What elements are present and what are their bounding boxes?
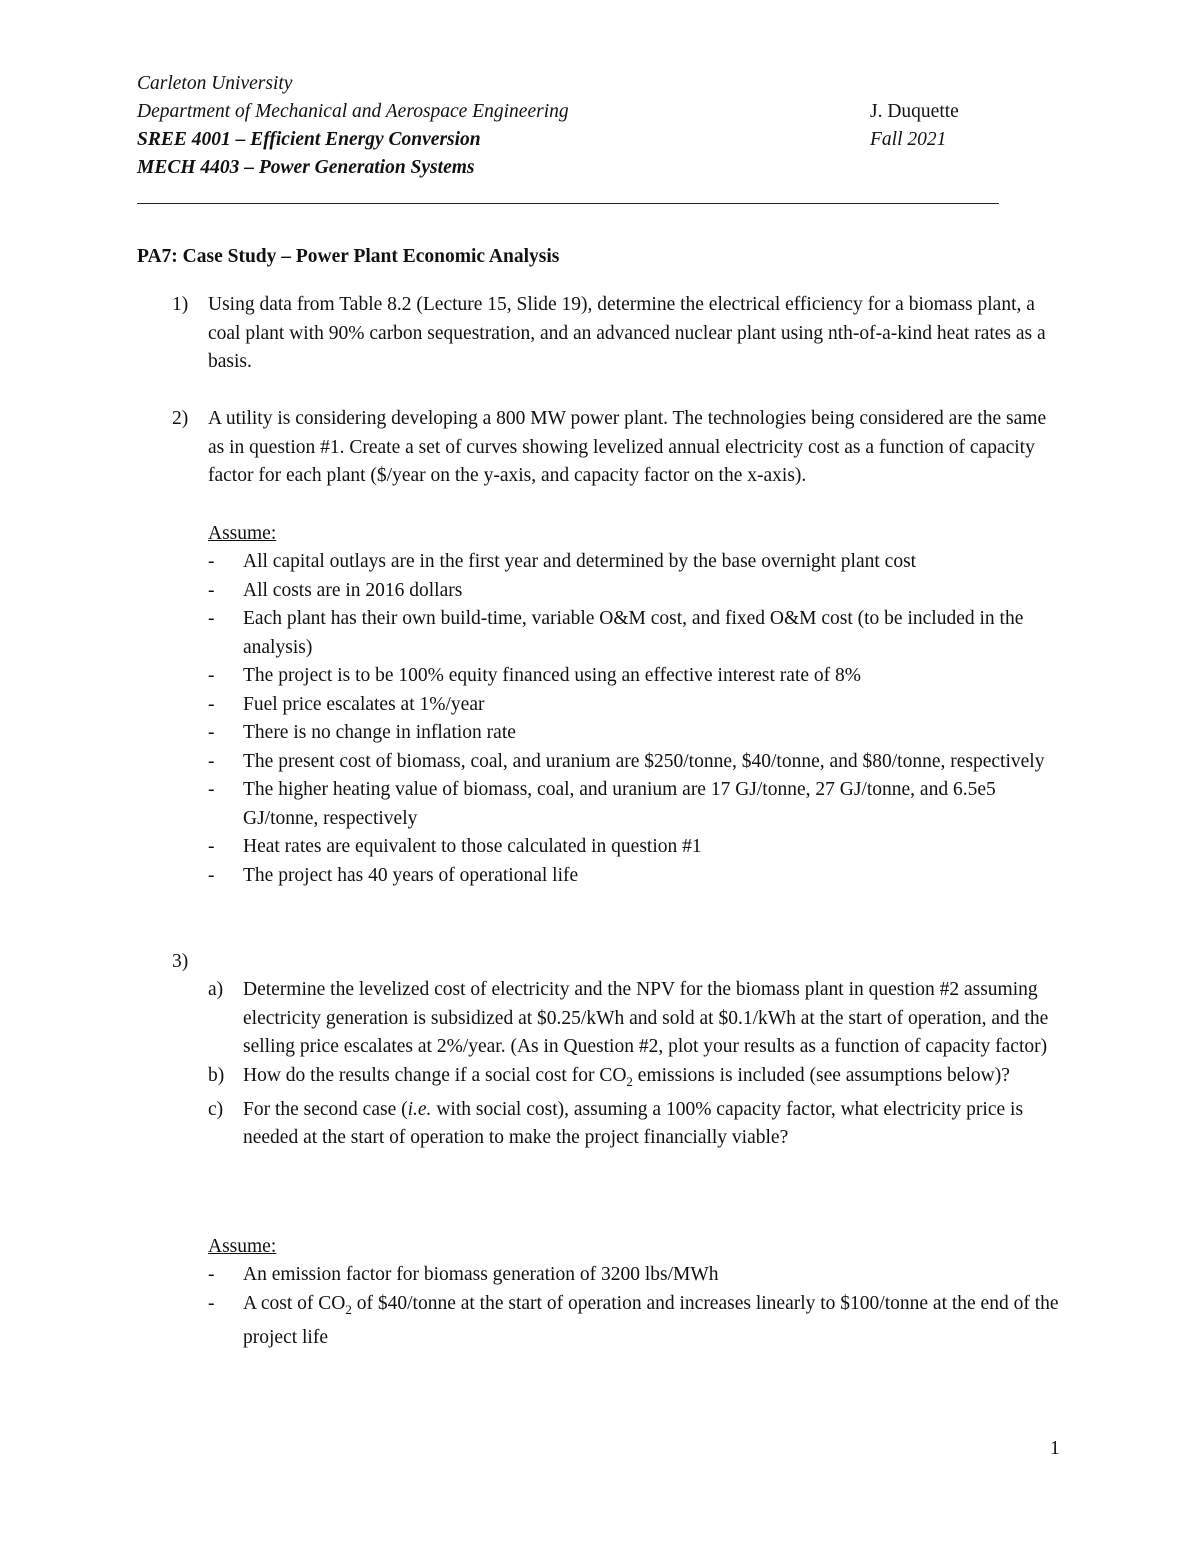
list-item: - All capital outlays are in the first year and determined by the base overnight plant cost: [208, 551, 917, 572]
question-text: A utility is considering developing a 800 MW power plant. The technologies being considered are the same as in question #1. Create a set of curves showing levelized annual electricity cost as a function of capacity factor for each plant ($/year on the y-axis, and capacity factor on the x-axis).: [208, 408, 1047, 486]
question-number: 2): [172, 408, 189, 429]
course-code-1: SREE 4001 – Efficient Energy Conversion: [137, 129, 481, 150]
list-item: - There is no change in inflation rate: [208, 722, 516, 743]
q3-parts: [208, 976, 1068, 1153]
list-item: - A cost of $CO_2$ of $40/tonne at the start of operation and increases linearly to $100/tonne at the end of the project life: [208, 1292, 1059, 1348]
question-number: 3): [172, 951, 189, 972]
assume-heading: Assume:: [208, 523, 277, 544]
assignment-title: PA7: Case Study – Power Plant Economic Analysis: [137, 246, 560, 267]
term: Fall 2021: [870, 129, 947, 150]
course-code-2: MECH 4403 – Power Generation Systems: [137, 157, 475, 178]
instructor-name: J. Duquette: [870, 101, 959, 122]
question-part-b: b) How do the results change if a social cost for $CO_2$ emissions is included (see assumptions below)?: [208, 1064, 1010, 1089]
list-item: - The project is to be 100% equity financed using an effective interest rate of 8%: [208, 665, 862, 686]
page-number: 1: [1050, 1438, 1060, 1459]
university-name: Carleton University: [137, 73, 293, 94]
list-item: - An emission factor for biomass generation of 3200 lbs/MWh: [208, 1264, 719, 1285]
question-part-a: a) Determine the levelized cost of electricity and the NPV for the biomass plant in question #2 assuming electricity generation is subsidized at $0.25/kWh and sold at $0.1/kWh at the start of operation, and the selling price escalates at 2%/year. (As in Question #2, plot your results as a function of capacity factor): [208, 979, 1049, 1057]
list-item: - The project has 40 years of operational life: [208, 864, 579, 886]
list-item: - Heat rates are equivalent to those calculated in question #1: [208, 836, 702, 857]
header-divider: [137, 203, 999, 204]
q3-assumption-list: [208, 1261, 1068, 1352]
list-item: - The present cost of biomass, coal, and uranium are $250/tonne, $40/tonne, and $80/tonne, respectively: [208, 750, 1045, 772]
list-item: - Each plant has their own build-time, variable O&M cost, and fixed O&M cost (to be included in the analysis): [208, 608, 1024, 658]
list-item: - Fuel price escalates at 1%/year: [208, 693, 485, 715]
list-item: - The higher heating value of biomass, coal, and uranium are 17 GJ/tonne, 27 GJ/tonne, and 6.5e5 GJ/tonne, respectively: [208, 779, 996, 829]
question-text: Using data from Table 8.2 (Lecture 15, Slide 19), determine the electrical efficiency for a biomass plant, a coal plant with 90% carbon sequestration, and an advanced nuclear plant using nth-of-a-kind heat rates as a basis.: [208, 294, 1046, 372]
department-name: Department of Mechanical and Aerospace Engineering: [137, 101, 569, 122]
question-part-c: c) For the second case (i.e. with social cost), assuming a 100% capacity factor, what electricity price is needed at the start of operation to make the project financially viable?: [208, 1098, 1024, 1149]
assume-heading: Assume:: [208, 1236, 277, 1257]
list-item: - All costs are in 2016 dollars: [208, 579, 463, 601]
q2-assumption-list: [208, 548, 1068, 890]
question-number: 1): [172, 294, 189, 315]
